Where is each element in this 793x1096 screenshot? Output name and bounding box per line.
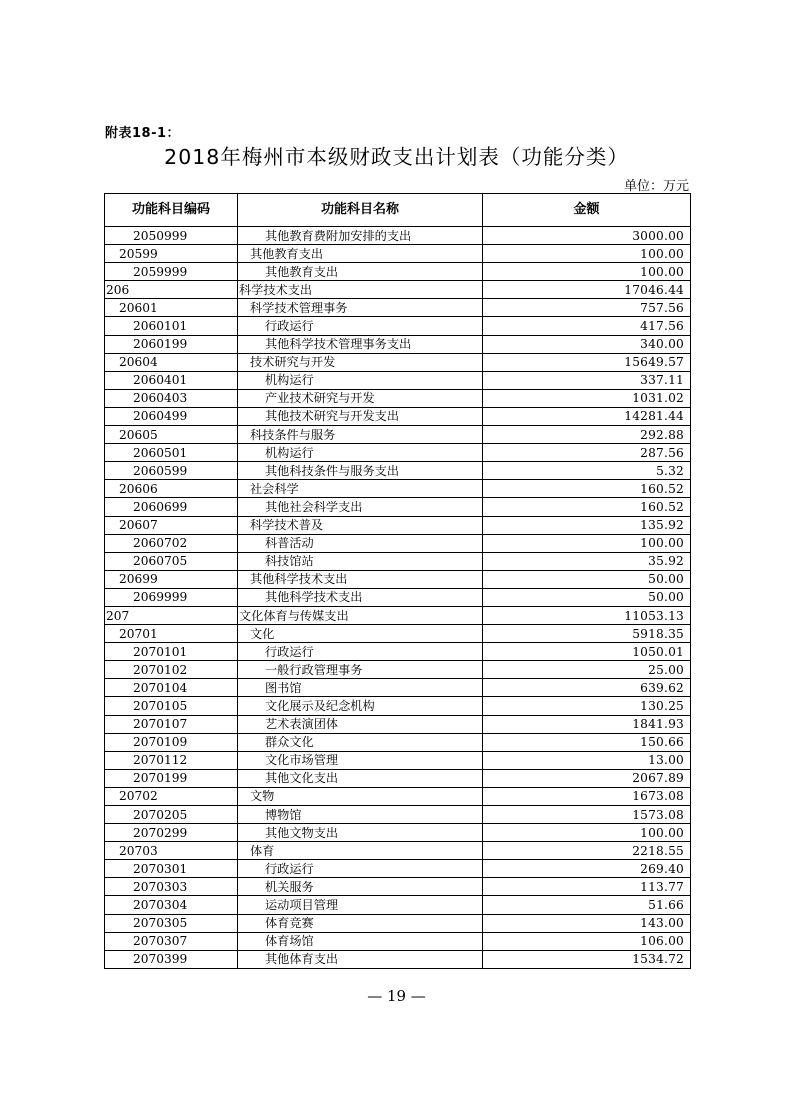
row-amount: 150.66 [483, 733, 691, 751]
table-row [105, 914, 691, 932]
row-name: 文化市场管理 [238, 751, 483, 769]
table-row [105, 769, 691, 787]
row-name: 群众文化 [238, 733, 483, 751]
page-number: — 19 — [367, 987, 426, 1005]
header-name: 功能科目名称 [238, 194, 483, 227]
row-name: 一般行政管理事务 [238, 661, 483, 679]
table-row [105, 588, 691, 606]
row-amount: 287.56 [483, 444, 691, 462]
row-amount: 292.88 [483, 426, 691, 444]
row-code: 2070307 [105, 932, 238, 950]
row-name: 科学技术普及 [238, 516, 483, 534]
table-row [105, 787, 691, 805]
row-code: 20604 [105, 353, 238, 371]
row-amount: 2067.89 [483, 769, 691, 787]
row-name: 其他科学技术管理事务支出 [238, 335, 483, 353]
row-name: 其他技术研究与开发支出 [238, 407, 483, 425]
row-code: 2070205 [105, 806, 238, 824]
table-body [105, 227, 691, 969]
table-row [105, 480, 691, 498]
row-amount: 1841.93 [483, 715, 691, 733]
table-row [105, 534, 691, 552]
row-name: 行政运行 [238, 317, 483, 335]
header-code: 功能科目编码 [105, 194, 238, 227]
table-row [105, 643, 691, 661]
row-name: 体育 [238, 842, 483, 860]
header-amount: 金额 [483, 194, 691, 227]
table-row [105, 751, 691, 769]
row-code: 20703 [105, 842, 238, 860]
row-name: 科技条件与服务 [238, 426, 483, 444]
table-row [105, 426, 691, 444]
row-code: 2060702 [105, 534, 238, 552]
table-row [105, 950, 691, 968]
row-amount: 417.56 [483, 317, 691, 335]
row-name: 产业技术研究与开发 [238, 389, 483, 407]
row-code: 2070112 [105, 751, 238, 769]
row-amount: 160.52 [483, 498, 691, 516]
row-code: 2060401 [105, 371, 238, 389]
row-code: 2070303 [105, 878, 238, 896]
row-name: 体育竞赛 [238, 914, 483, 932]
row-amount: 100.00 [483, 263, 691, 281]
row-amount: 1050.01 [483, 643, 691, 661]
table-row [105, 824, 691, 842]
row-code: 20701 [105, 625, 238, 643]
row-code: 2060499 [105, 407, 238, 425]
table-row [105, 806, 691, 824]
row-name: 其他文化支出 [238, 769, 483, 787]
row-code: 2070304 [105, 896, 238, 914]
row-name: 科学技术管理事务 [238, 299, 483, 317]
table-row [105, 715, 691, 733]
table-row [105, 462, 691, 480]
row-name: 体育场馆 [238, 932, 483, 950]
row-amount: 106.00 [483, 932, 691, 950]
row-code: 2070109 [105, 733, 238, 751]
row-amount: 1031.02 [483, 389, 691, 407]
row-amount: 100.00 [483, 245, 691, 263]
row-name: 科技馆站 [238, 552, 483, 570]
row-amount: 35.92 [483, 552, 691, 570]
row-name: 文化 [238, 625, 483, 643]
table-row [105, 896, 691, 914]
row-name: 其他科学技术支出 [238, 588, 483, 606]
row-amount: 143.00 [483, 914, 691, 932]
row-name: 科学技术支出 [238, 281, 483, 299]
row-code: 2070102 [105, 661, 238, 679]
row-code: 2060101 [105, 317, 238, 335]
table-row [105, 407, 691, 425]
table-row [105, 317, 691, 335]
table-row [105, 733, 691, 751]
row-code: 2070299 [105, 824, 238, 842]
table-row [105, 227, 691, 245]
row-amount: 2218.55 [483, 842, 691, 860]
unit-label: 单位：万元 [623, 179, 689, 194]
table-row [105, 516, 691, 534]
row-code: 2050999 [105, 227, 238, 245]
row-name: 其他体育支出 [238, 950, 483, 968]
row-code: 2070301 [105, 860, 238, 878]
table-row [105, 299, 691, 317]
row-code: 20702 [105, 787, 238, 805]
row-amount: 50.00 [483, 570, 691, 588]
row-name: 其他科技条件与服务支出 [238, 462, 483, 480]
row-code: 2060705 [105, 552, 238, 570]
row-code: 2060403 [105, 389, 238, 407]
table-row [105, 263, 691, 281]
row-name: 文化展示及纪念机构 [238, 697, 483, 715]
row-code: 2060199 [105, 335, 238, 353]
row-code: 20601 [105, 299, 238, 317]
row-name: 科普活动 [238, 534, 483, 552]
row-name: 其他教育支出 [238, 263, 483, 281]
row-amount: 15649.57 [483, 353, 691, 371]
row-amount: 51.66 [483, 896, 691, 914]
table-row [105, 661, 691, 679]
row-name: 机构运行 [238, 371, 483, 389]
row-amount: 25.00 [483, 661, 691, 679]
table-row [105, 606, 691, 624]
row-code: 2070104 [105, 679, 238, 697]
row-name: 文物 [238, 787, 483, 805]
row-code: 2060599 [105, 462, 238, 480]
row-code: 20607 [105, 516, 238, 534]
table-row [105, 498, 691, 516]
row-code: 207 [105, 606, 238, 624]
row-amount: 337.11 [483, 371, 691, 389]
row-code: 20699 [105, 570, 238, 588]
row-code: 2069999 [105, 588, 238, 606]
table-row [105, 932, 691, 950]
row-name: 图书馆 [238, 679, 483, 697]
table-row [105, 335, 691, 353]
row-code: 20606 [105, 480, 238, 498]
row-amount: 50.00 [483, 588, 691, 606]
row-code: 2060699 [105, 498, 238, 516]
table-row [105, 389, 691, 407]
row-amount: 100.00 [483, 824, 691, 842]
row-name: 机构运行 [238, 444, 483, 462]
table-row [105, 842, 691, 860]
row-name: 行政运行 [238, 643, 483, 661]
row-amount: 14281.44 [483, 407, 691, 425]
row-code: 2070399 [105, 950, 238, 968]
row-amount: 1673.08 [483, 787, 691, 805]
row-name: 其他科学技术支出 [238, 570, 483, 588]
row-code: 2070305 [105, 914, 238, 932]
row-code: 206 [105, 281, 238, 299]
row-amount: 340.00 [483, 335, 691, 353]
table-row [105, 625, 691, 643]
table-row [105, 444, 691, 462]
annex-label: 附表18-1： [105, 126, 181, 141]
row-name: 艺术表演团体 [238, 715, 483, 733]
row-name: 社会科学 [238, 480, 483, 498]
row-code: 20599 [105, 245, 238, 263]
table-row [105, 679, 691, 697]
row-amount: 160.52 [483, 480, 691, 498]
row-amount: 17046.44 [483, 281, 691, 299]
table-row [105, 570, 691, 588]
table-row [105, 697, 691, 715]
table-row [105, 281, 691, 299]
row-amount: 13.00 [483, 751, 691, 769]
row-code: 2070101 [105, 643, 238, 661]
row-amount: 11053.13 [483, 606, 691, 624]
row-amount: 5.32 [483, 462, 691, 480]
row-amount: 1534.72 [483, 950, 691, 968]
table-header-row [105, 194, 691, 227]
table-row [105, 552, 691, 570]
row-amount: 100.00 [483, 534, 691, 552]
row-code: 20605 [105, 426, 238, 444]
row-amount: 130.25 [483, 697, 691, 715]
row-name: 技术研究与开发 [238, 353, 483, 371]
row-amount: 3000.00 [483, 227, 691, 245]
row-amount: 757.56 [483, 299, 691, 317]
row-name: 其他社会科学支出 [238, 498, 483, 516]
row-code: 2070105 [105, 697, 238, 715]
table-row [105, 878, 691, 896]
row-name: 行政运行 [238, 860, 483, 878]
row-code: 2070199 [105, 769, 238, 787]
row-code: 2070107 [105, 715, 238, 733]
row-amount: 135.92 [483, 516, 691, 534]
row-name: 其他教育费附加安排的支出 [238, 227, 483, 245]
row-amount: 5918.35 [483, 625, 691, 643]
expenditure-table [104, 193, 691, 969]
row-amount: 113.77 [483, 878, 691, 896]
table-row [105, 245, 691, 263]
table-row [105, 353, 691, 371]
table-row [105, 371, 691, 389]
row-name: 其他文物支出 [238, 824, 483, 842]
row-code: 2060501 [105, 444, 238, 462]
table-row [105, 860, 691, 878]
row-amount: 1573.08 [483, 806, 691, 824]
row-name: 其他教育支出 [238, 245, 483, 263]
row-name: 机关服务 [238, 878, 483, 896]
row-name: 博物馆 [238, 806, 483, 824]
page-title: 2018年梅州市本级财政支出计划表（功能分类） [164, 145, 629, 169]
row-amount: 639.62 [483, 679, 691, 697]
row-amount: 269.40 [483, 860, 691, 878]
row-code: 2059999 [105, 263, 238, 281]
row-name: 文化体育与传媒支出 [238, 606, 483, 624]
row-name: 运动项目管理 [238, 896, 483, 914]
